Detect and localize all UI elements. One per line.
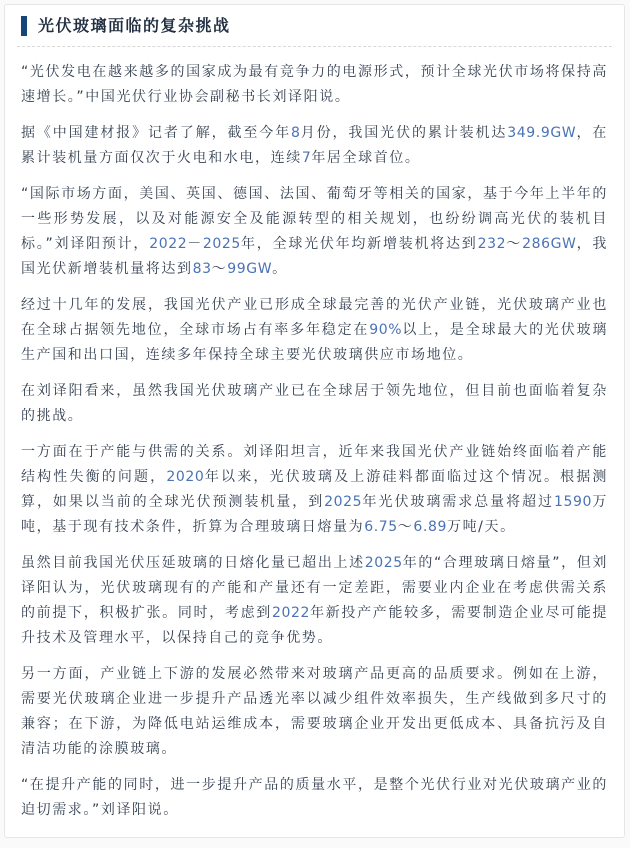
number-segment: 2025 [364, 555, 403, 571]
text-segment: 月份，我国光伏的累计装机达 [300, 125, 508, 141]
number-segment: 83 [192, 261, 212, 277]
article-paragraph [21, 182, 608, 282]
text-segment: 年新投产产能较多，需要制造企业尽可能提升技术及管理水平，以保持自己的竞争优势。 [21, 605, 608, 646]
number-segment: 2022 [271, 605, 310, 621]
number-segment: 7 [301, 150, 312, 166]
article-title: 光伏玻璃面临的复杂挑战 [38, 16, 231, 35]
text-segment: 年以来，光伏玻璃及上游硅料都面临过这个情况。根据测算，如果以当前的全球光伏预测装机量，到 [21, 469, 609, 510]
number-segment: 1590 [554, 494, 593, 510]
text-segment: 据《中国建材报》记者了解，截至今年 [21, 125, 291, 141]
text-segment: － [187, 236, 203, 252]
text-segment: 万吨/天。 [446, 519, 516, 535]
text-segment: 万吨，基于现有技术条件，折算为合理玻璃日熔量为 [21, 494, 609, 535]
article-header [21, 15, 608, 37]
article-card [4, 4, 625, 838]
number-segment: 2020 [166, 469, 205, 485]
article-paragraph [21, 773, 608, 823]
number-segment: 6.89 [413, 519, 447, 535]
number-segment: 90% [369, 322, 403, 338]
article-paragraph [21, 379, 608, 429]
number-segment: 286GW [522, 236, 577, 252]
article-paragraph [21, 60, 608, 110]
text-segment: 年光伏玻璃需求总量将超过 [362, 494, 555, 510]
text-segment: 一方面在于产能与供需的关系。刘译阳坦言，近年来我国光伏产业链始终面临着产能结构性失衡的问题， [21, 444, 608, 485]
text-segment: 以上，是全球最大的光伏玻璃生产国和出口国，连续多年保持全球主要光伏玻璃供应市场地位。 [21, 322, 608, 363]
article-paragraph [21, 440, 608, 540]
text-segment: 经过十几年的发展，我国光伏产业已形成全球最完善的光伏产业链，光伏玻璃产业也在全球占据领先地位，全球市场占有率多年稳定在 [21, 297, 608, 338]
text-segment: 在刘译阳看来，虽然我国光伏玻璃产业已在全球居于领先地位，但目前也面临着复杂的挑战。 [21, 383, 608, 424]
text-segment: “光伏发电在越来越多的国家成为最有竞争力的电源形式，预计全球光伏市场将保持高速增长。”中国光伏行业协会副秘书长刘译阳说。 [21, 64, 608, 105]
article-body [21, 47, 608, 823]
text-segment: “国际市场方面，美国、英国、德国、法国、葡萄牙等相关的国家，基于今年上半年的一些形势发展，以及对能源安全及能源转型的相关规划，也纷纷调高光伏的装机目标。”刘译阳预计， [21, 186, 608, 252]
text-segment: 。 [272, 261, 288, 277]
text-segment: “在提升产能的同时，进一步提升产品的质量水平，是整个光伏行业对光伏玻璃产业的迫切需求。”刘译阳说。 [21, 777, 608, 818]
text-segment: 年的“合理玻璃日熔量”，但刘译阳认为，光伏玻璃现有的产能和产量还有一定差距，需要业内企业在考虑供需关系的前提下，积极扩张。同时，考虑到 [21, 555, 609, 621]
number-segment: 99GW [227, 261, 273, 277]
text-segment: ，在累计装机量方面仅次于火电和水电，连续 [21, 125, 608, 166]
article-paragraph [21, 551, 608, 651]
text-segment: ～ [397, 519, 414, 535]
title-accent-bar [21, 16, 27, 36]
text-segment: 虽然目前我国光伏压延玻璃的日熔化量已超出上述 [21, 555, 365, 571]
text-segment: ～ [506, 236, 523, 252]
text-segment: 另一方面，产业链上下游的发展必然带来对玻璃产品更高的品质要求。例如在上游，需要光伏玻璃企业进一步提升产品透光率以减少组件效率损失，生产线做到多尺寸的兼容；在下游，为降低电站运维成本，需要玻璃企业开发出更低成本、具备抗污及自清洁功能的涂膜玻璃。 [21, 666, 608, 757]
text-segment: 年，全球光伏年均新增装机将达到 [240, 236, 478, 252]
number-segment: 232 [477, 236, 507, 252]
text-segment: ～ [211, 261, 228, 277]
article-paragraph [21, 293, 608, 368]
number-segment: 349.9GW [507, 125, 577, 141]
number-segment: 2022 [149, 236, 188, 252]
number-segment: 2025 [202, 236, 241, 252]
number-segment: 8 [290, 125, 301, 141]
number-segment: 6.75 [364, 519, 398, 535]
text-segment: ，我国光伏新增装机量将达到 [21, 236, 609, 277]
text-segment: 年居全球首位。 [311, 150, 421, 166]
article-paragraph [21, 662, 608, 762]
article-paragraph [21, 121, 608, 171]
number-segment: 2025 [324, 494, 363, 510]
